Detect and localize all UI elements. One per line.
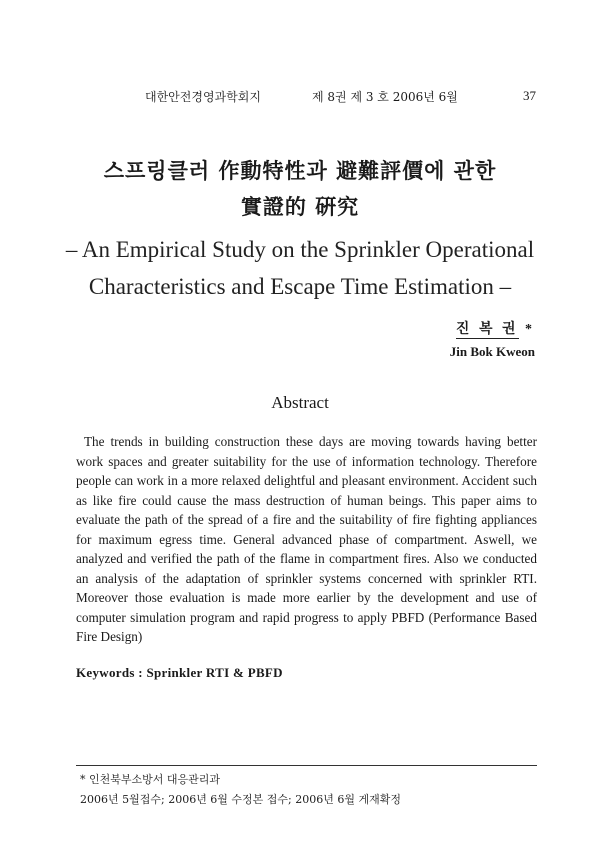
korean-title-line-1: 스프링클러 作動特性과 避難評價에 관한 bbox=[103, 158, 497, 183]
footnote-dates: 2006년 5월접수; 2006년 6월 수정본 접수; 2006년 6월 게재확정 bbox=[80, 793, 402, 806]
english-title-line-2: Characteristics and Escape Time Estimation – bbox=[88, 274, 512, 299]
korean-title bbox=[0, 153, 600, 225]
abstract-body: The trends in building construction these days are moving towards having better work spaces and greater suitability for the use of information technology. Therefore people can work in a more relaxed delightful and pleasant environment. Accident such as like fire could cause the mass destruction of human beings. This paper aims to evaluate the path of the spread of a fire and the suitability of fire fighting appliances for maximum egress time. General advanced phase of compartment. Aswell, we analyzed and verified the path of the flame in compartment fires. Also we conducted an analysis of the adaptation of sprinkler systems concerned with sprinkler RTI. Moreover those evaluation is made more earlier by the development and use of computer simulation program and rapid progress to apply PBFD (Performance Based Fire Design) bbox=[76, 434, 537, 644]
footnote bbox=[80, 770, 401, 810]
author-block bbox=[450, 318, 535, 360]
english-title-line-1: – An Empirical Study on the Sprinkler Operational bbox=[65, 237, 535, 262]
abstract-heading: Abstract bbox=[271, 393, 329, 412]
keywords: Keywords : Sprinkler RTI & PBFD bbox=[76, 665, 283, 680]
issue-info: 제 8권 제 3 호 2006년 6월 bbox=[312, 90, 458, 104]
english-title bbox=[0, 231, 600, 305]
running-header bbox=[0, 88, 600, 108]
journal-name: 대한안전경영과학회지 bbox=[145, 90, 261, 104]
korean-title-line-2: 實證的 硏究 bbox=[240, 194, 360, 219]
footnote-affiliation: * 인천북부소방서 대응관리과 bbox=[80, 773, 221, 786]
footnote-divider bbox=[76, 765, 537, 766]
author-name-korean: 진 복 권 bbox=[455, 322, 519, 337]
author-name-english: Jin Bok Kweon bbox=[449, 344, 535, 359]
author-korean bbox=[450, 318, 535, 338]
page-number: 37 bbox=[523, 88, 536, 103]
author-footnote-marker: * bbox=[525, 322, 535, 337]
